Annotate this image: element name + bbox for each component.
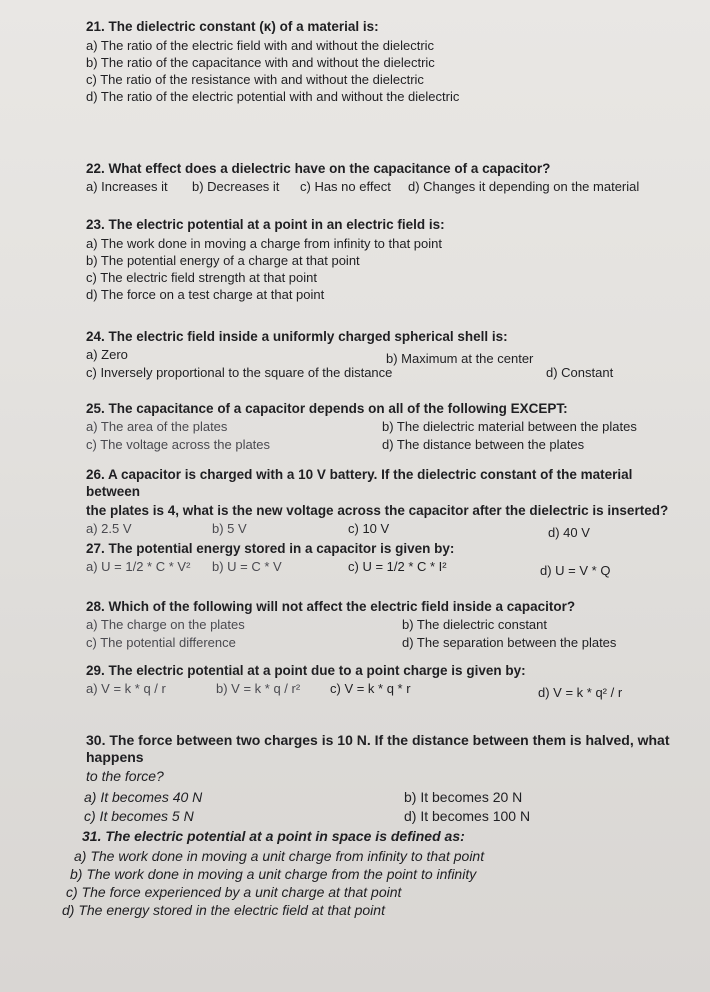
question-28-row-1 <box>86 617 670 635</box>
question-30-row-2 <box>86 808 670 827</box>
question-25-option-b: b) The dielectric material between the plates <box>382 419 637 434</box>
question-23-option-a: a) The work done in moving a charge from infinity to that point <box>86 236 443 251</box>
question-26-option-b: b) 5 V <box>212 521 247 536</box>
question-31 <box>62 828 670 919</box>
question-21-option-b: b) The ratio of the capacitance with and without the dielectric <box>86 55 435 70</box>
question-22-option-d: d) Changes it depending on the material <box>408 179 640 194</box>
question-25-row-1 <box>86 419 670 437</box>
question-31-option-c: c) The force experienced by a unit charge at that point <box>66 884 402 900</box>
question-24-row-2 <box>86 365 670 383</box>
question-28-option-c: c) The potential difference <box>86 635 236 650</box>
question-30-option-c: c) It becomes 5 N <box>84 808 194 824</box>
question-22-option-a: a) Increases it <box>86 179 168 194</box>
question-26-option-a: a) 2.5 V <box>86 521 132 536</box>
question-26-stem-line-1: 26. A capacitor is charged with a 10 V battery. If the dielectric constant of the material between <box>86 467 633 499</box>
question-27-options <box>86 559 670 577</box>
question-25-option-d: d) The distance between the plates <box>382 437 585 452</box>
question-28-stem: 28. Which of the following will not affect the electric field inside a capacitor? <box>86 599 576 614</box>
question-25-option-a: a) The area of the plates <box>86 419 228 434</box>
question-24-option-d: d) Constant <box>546 365 614 380</box>
question-31-option-a: a) The work done in moving a unit charge from infinity to that point <box>74 848 485 864</box>
question-24-option-b: b) Maximum at the center <box>386 351 534 366</box>
question-27-option-b: b) U = C * V <box>212 559 282 574</box>
question-22-options <box>86 179 670 197</box>
question-27-option-d: d) U = V * Q <box>540 563 611 578</box>
question-23 <box>86 216 670 303</box>
question-24-option-c: c) Inversely proportional to the square of the distance <box>86 365 393 380</box>
question-25-row-2 <box>86 437 670 455</box>
question-21-option-d: d) The ratio of the electric potential with and without the dielectric <box>86 89 460 104</box>
question-26-option-c: c) 10 V <box>348 521 390 536</box>
question-24-row-1 <box>86 347 670 365</box>
question-21-option-c: c) The ratio of the resistance with and without the dielectric <box>86 72 424 87</box>
question-31-option-d: d) The energy stored in the electric field at that point <box>62 902 385 918</box>
question-28-option-d: d) The separation between the plates <box>402 635 617 650</box>
question-29-option-d: d) V = k * q² / r <box>538 685 623 700</box>
question-26-stem-line-2: the plates is 4, what is the new voltage across the capacitor after the dielectric is inserted? <box>86 503 669 518</box>
question-27 <box>86 540 670 577</box>
question-31-option-b: b) The work done in moving a unit charge from the point to infinity <box>70 866 477 882</box>
question-26-option-d: d) 40 V <box>548 525 590 540</box>
question-24-stem: 24. The electric field inside a uniformly charged spherical shell is: <box>86 329 508 344</box>
question-23-stem: 23. The electric potential at a point in an electric field is: <box>86 217 445 232</box>
question-24 <box>86 328 670 383</box>
question-30-option-b: b) It becomes 20 N <box>404 789 523 805</box>
question-24-option-a: a) Zero <box>86 347 128 362</box>
question-21 <box>86 18 670 105</box>
question-25-option-c: c) The voltage across the plates <box>86 437 271 452</box>
question-29-stem: 29. The electric potential at a point due to a point charge is given by: <box>86 663 526 678</box>
question-31-stem: 31. The electric potential at a point in space is defined as: <box>82 828 465 844</box>
question-28-option-b: b) The dielectric constant <box>402 617 547 632</box>
question-30 <box>86 732 670 827</box>
question-30-stem-line-1: 30. The force between two charges is 10 N. If the distance between them is halved, what happens <box>86 732 670 765</box>
question-29-option-c: c) V = k * q * r <box>330 681 411 696</box>
question-22 <box>86 160 670 197</box>
question-23-option-d: d) The force on a test charge at that point <box>86 287 325 302</box>
question-21-option-a: a) The ratio of the electric field with and without the dielectric <box>86 38 435 53</box>
question-23-option-b: b) The potential energy of a charge at that point <box>86 253 360 268</box>
question-28 <box>86 598 670 653</box>
question-22-stem: 22. What effect does a dielectric have on the capacitance of a capacitor? <box>86 161 551 176</box>
question-29-option-b: b) V = k * q / r² <box>216 681 301 696</box>
question-28-row-2 <box>86 635 670 653</box>
question-30-option-a: a) It becomes 40 N <box>84 789 203 805</box>
question-25 <box>86 400 670 455</box>
question-27-option-c: c) U = 1/2 * C * I² <box>348 559 447 574</box>
question-21-stem: 21. The dielectric constant (κ) of a material is: <box>86 19 379 34</box>
question-23-option-c: c) The electric field strength at that point <box>86 270 317 285</box>
question-30-row-1 <box>86 789 670 808</box>
question-22-option-b: b) Decreases it <box>192 179 280 194</box>
question-26 <box>86 466 670 539</box>
question-28-option-a: a) The charge on the plates <box>86 617 245 632</box>
question-26-options <box>86 521 670 539</box>
question-25-stem: 25. The capacitance of a capacitor depends on all of the following EXCEPT: <box>86 401 568 416</box>
question-29-option-a: a) V = k * q / r <box>86 681 166 696</box>
question-29 <box>86 662 670 699</box>
question-29-options <box>86 681 670 699</box>
question-27-stem: 27. The potential energy stored in a capacitor is given by: <box>86 541 455 556</box>
question-22-option-c: c) Has no effect <box>300 179 391 194</box>
question-30-stem-line-2: to the force? <box>86 768 164 784</box>
question-30-option-d: d) It becomes 100 N <box>404 808 531 824</box>
question-27-option-a: a) U = 1/2 * C * V² <box>86 559 191 574</box>
